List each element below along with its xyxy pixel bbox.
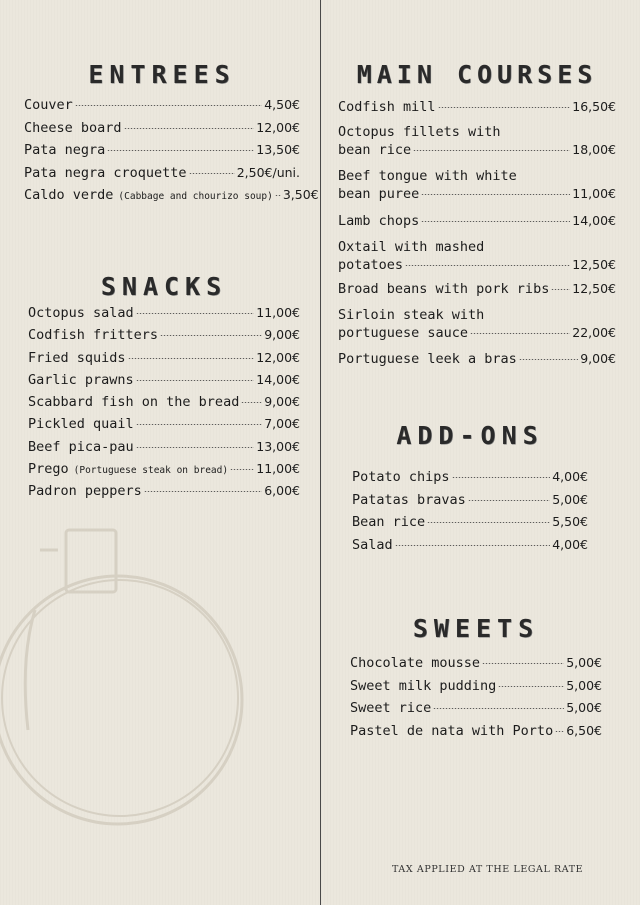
center-divider <box>320 0 321 905</box>
leader-dots <box>433 708 564 709</box>
leader-dots <box>452 477 551 478</box>
item-price: 6,00€ <box>264 483 300 499</box>
leader-dots <box>124 128 255 129</box>
leader-dots <box>413 150 570 151</box>
menu-item <box>338 350 616 374</box>
menu-item <box>352 536 588 559</box>
menu-item <box>24 119 300 142</box>
item-name: Pickled quail <box>28 416 134 433</box>
menu-item <box>352 491 588 514</box>
item-price: 16,50€ <box>572 99 616 114</box>
item-name: Bean rice <box>352 514 426 530</box>
menu-item <box>338 238 616 280</box>
leader-dots <box>555 731 564 732</box>
item-price: 5,00€ <box>566 677 602 693</box>
item-price: 5,00€ <box>566 655 602 670</box>
item-name-line1: Sirloin steak with <box>338 307 485 323</box>
menu-item <box>338 123 616 167</box>
item-name-line1: Beef tongue with white <box>338 168 517 184</box>
item-price: 12,50€ <box>572 257 616 272</box>
item-name: Cheese board <box>24 119 122 136</box>
item-name: bean rice <box>338 142 412 158</box>
leader-dots <box>498 686 564 687</box>
menu-item <box>350 722 602 745</box>
menu-item <box>338 98 616 123</box>
leader-dots <box>136 447 255 448</box>
leader-dots <box>421 194 570 195</box>
item-name: Sweet rice <box>350 700 432 716</box>
item-price: 22,00€ <box>572 325 616 340</box>
menu-item <box>350 699 602 722</box>
menu-item <box>28 460 300 482</box>
leader-dots <box>438 107 571 108</box>
main-courses-list <box>338 98 616 374</box>
menu-item <box>352 513 588 536</box>
item-name: Codfish mill <box>338 99 436 115</box>
item-name: Octopus salad <box>28 305 134 321</box>
item-name: Beef pica-pau <box>28 438 134 455</box>
leader-dots <box>128 358 255 359</box>
add-ons-list <box>352 468 588 558</box>
item-price: 6,50€ <box>566 722 602 738</box>
item-name: Padron peppers <box>28 483 142 500</box>
item-price: 14,00€ <box>256 371 300 387</box>
leader-dots <box>160 335 262 336</box>
leader-dots <box>427 522 550 523</box>
item-name: Portuguese leek a bras <box>338 351 517 367</box>
item-price: 12,00€ <box>256 349 300 365</box>
item-price: 9,00€ <box>580 351 616 366</box>
menu-item <box>28 304 300 326</box>
item-name: Pastel de nata with Porto <box>350 722 554 739</box>
item-price: 13,50€ <box>256 142 300 157</box>
item-name: Sweet milk pudding <box>350 677 497 694</box>
leader-dots <box>136 380 255 381</box>
leader-dots <box>189 173 235 174</box>
section-title-add-ons: ADD-ONS <box>396 421 544 450</box>
item-name-line1: Oxtail with mashed <box>338 239 485 255</box>
menu-item <box>24 186 319 209</box>
item-price: 11,00€ <box>572 186 616 201</box>
item-price: 9,00€ <box>264 327 300 343</box>
leader-dots <box>405 265 570 266</box>
item-name: Chocolate mousse <box>350 655 481 671</box>
leader-dots <box>421 221 570 222</box>
item-name: Pata negra <box>24 142 106 158</box>
item-name: Codfish fritters <box>28 327 159 344</box>
item-name: Caldo verde <box>24 187 114 203</box>
menu-item <box>338 212 616 238</box>
item-name: Patatas bravas <box>352 491 466 508</box>
leader-dots <box>144 491 262 492</box>
item-name: Potato chips <box>352 469 450 485</box>
menu-item <box>338 306 616 350</box>
leader-dots <box>275 195 281 196</box>
item-price: 18,00€ <box>572 142 616 157</box>
section-title-entrees: ENTREES <box>88 60 236 89</box>
item-name: portuguese sauce <box>338 325 469 341</box>
menu-item <box>28 371 300 393</box>
section-title-sweets: SWEETS <box>412 614 540 643</box>
menu-item <box>24 141 300 164</box>
menu-item <box>24 96 300 119</box>
decorative-stamp-mark <box>0 510 260 870</box>
menu-item <box>350 654 602 677</box>
item-price: 5,00€ <box>552 491 588 507</box>
leader-dots <box>468 500 550 501</box>
leader-dots <box>75 105 262 106</box>
snacks-list <box>28 304 300 505</box>
leader-dots <box>470 333 570 334</box>
sweets-list <box>350 654 602 744</box>
item-name: Couver <box>24 97 73 113</box>
item-price: 2,50€/uni. <box>236 164 300 180</box>
menu-item <box>24 164 300 187</box>
menu-item <box>28 415 300 437</box>
tax-note: TAX APPLIED AT THE LEGAL RATE <box>392 864 584 875</box>
item-name: Salad <box>352 536 393 553</box>
item-name: Scabbard fish on the bread <box>28 394 240 411</box>
section-title-main-courses: MAIN COURSES <box>356 60 598 89</box>
menu-item <box>28 326 300 348</box>
item-name: Garlic prawns <box>28 371 134 388</box>
menu-item <box>350 677 602 700</box>
item-price: 4,00€ <box>552 469 588 484</box>
item-note: (Portuguese steak on bread) <box>73 465 229 477</box>
item-name-line1: Octopus fillets with <box>338 124 501 140</box>
item-price: 13,00€ <box>256 438 300 454</box>
entrees-list <box>24 96 319 209</box>
item-name: Broad beans with pork ribs <box>338 281 550 297</box>
leader-dots <box>551 289 570 290</box>
item-price: 3,50€ <box>282 187 319 202</box>
leader-dots <box>241 402 262 403</box>
item-price: 12,00€ <box>256 119 300 135</box>
item-price: 5,50€ <box>552 514 588 529</box>
menu-item <box>352 468 588 491</box>
item-price: 7,00€ <box>264 416 300 432</box>
menu-item <box>28 349 300 371</box>
item-price: 5,00€ <box>566 700 602 715</box>
item-price: 9,00€ <box>264 394 300 410</box>
item-name: potatoes <box>338 257 404 273</box>
leader-dots <box>395 545 551 546</box>
item-note: (Cabbage and chourizo soup) <box>118 191 273 202</box>
item-price: 12,50€ <box>572 281 616 296</box>
item-price: 4,50€ <box>264 97 300 112</box>
menu-item <box>338 167 616 212</box>
menu-item <box>28 393 300 415</box>
leader-dots <box>136 424 263 425</box>
leader-dots <box>136 313 255 314</box>
item-name: bean puree <box>338 186 420 202</box>
item-name: Fried squids <box>28 349 126 366</box>
leader-dots <box>519 359 578 360</box>
leader-dots <box>107 150 254 151</box>
item-price: 11,00€ <box>256 461 300 477</box>
leader-dots <box>230 469 254 470</box>
menu-item <box>338 280 616 306</box>
section-title-snacks: SNACKS <box>100 272 228 301</box>
menu-item <box>28 438 300 460</box>
item-price: 11,00€ <box>256 305 300 320</box>
leader-dots <box>482 663 564 664</box>
item-name: Prego <box>28 461 69 478</box>
item-price: 4,00€ <box>552 536 588 552</box>
item-name: Lamb chops <box>338 213 420 229</box>
item-name: Pata negra croquette <box>24 164 187 181</box>
item-price: 14,00€ <box>572 213 616 228</box>
menu-item <box>28 482 300 504</box>
